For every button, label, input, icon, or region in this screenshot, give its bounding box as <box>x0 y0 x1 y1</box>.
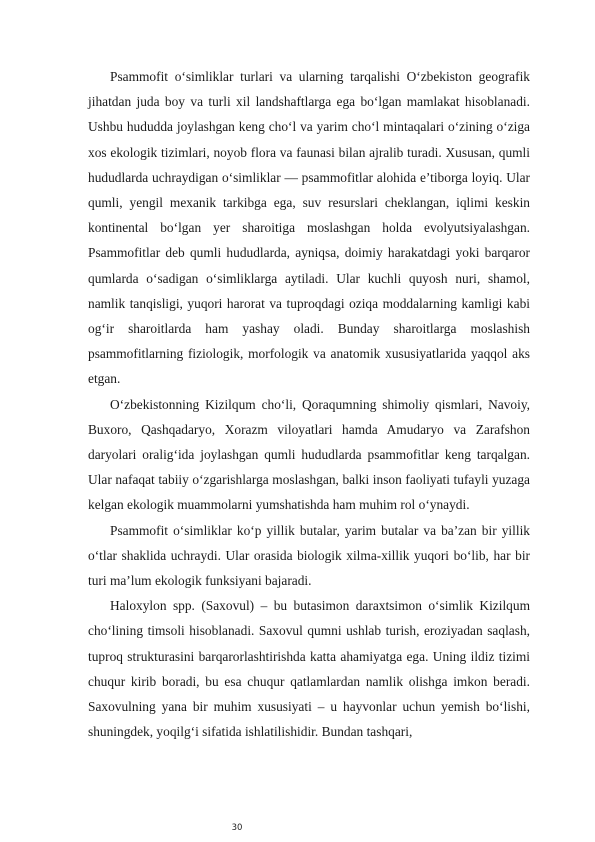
page-number: 30 <box>231 823 243 833</box>
paragraph-psammofit-intro: Psammofit o‘simliklar turlari va ularning tarqalishi O‘zbekiston geografik jihatdan juda boy va turli xil landshaftlarga ega bo‘lgan mamlakat hisoblanadi. Ushbu hududda joylashgan keng cho‘l va yarim cho‘l mintaqalari o‘zining o‘ziga xos ekologik tizimlari, noyob flora va faunasi bilan ajralib turadi. Xususan, qumli hududlarda uchraydigan o‘simliklar — psammofitlar alohida e’tiborga loyiq. Ular qumli, yengil mexanik tarkibga ega, suv resurslari cheklangan, iqlimi keskin kontinental bo‘lgan yer sharoitiga moslashgan holda evolyutsiyalashgan. Psammofitlar deb qumli hududlarda, ayniqsa, doimiy harakatdagi yoki barqaror qumlarda o‘sadigan o‘simliklarga aytiladi. Ular kuchli quyosh nuri, shamol, namlik tanqisligi, yuqori harorat va tuproqdagi oziqa moddalarning kamligi kabi og‘ir sharoitlarda ham yashay oladi. Bunday sharoitlarga moslashish psammofitlarning fiziologik, morfologik va anatomik xususiyatlarida yaqqol aks etgan. <box>88 69 530 387</box>
paragraph-haloxylon: Haloxylon spp. (Saxovul) – bu butasimon daraxtsimon o‘simlik Kizilqum cho‘lining timsoli hisoblanadi. Saxovul qumni ushlab turish, eroziyadan saqlash, tuproq strukturasini barqarorlashtirishda katta ahamiyatga ega. Uning ildiz tizimi chuqur kirib boradi, bu esa chuqur qatlamlardan namlik olishga imkon beradi. Saxovulning yana bir muhim xususiyati – u hayvonlar uchun yemish bo‘lishi, shuningdek, yoqilg‘i sifatida ishlatilishidir. Bundan tashqari, <box>88 598 530 740</box>
paragraph-uzbekistan-regions: O‘zbekistonning Kizilqum cho‘li, Qoraqumning shimoliy qismlari, Navoiy, Buxoro, Qashqadaryo, Xorazm viloyatlari hamda Amudaryo va Zarafshon daryolari oralig‘ida joylashgan qumli hududlarda psammofitlar keng tarqalgan. Ular nafaqat tabiiy o‘zgarishlarga moslashgan, balki inson faoliyati tufayli yuzaga kelgan ekologik muammolarni yumshatishda ham muhim rol o‘ynaydi. <box>88 396 530 513</box>
paragraph-plant-forms: Psammofit o‘simliklar ko‘p yillik butalar, yarim butalar va ba’zan bir yillik o‘tlar shaklida uchraydi. Ular orasida biologik xilma-xillik yuqori bo‘lib, har bir turi ma’lum ekologik funksiyani bajaradi. <box>88 522 530 589</box>
document-body <box>88 64 530 744</box>
